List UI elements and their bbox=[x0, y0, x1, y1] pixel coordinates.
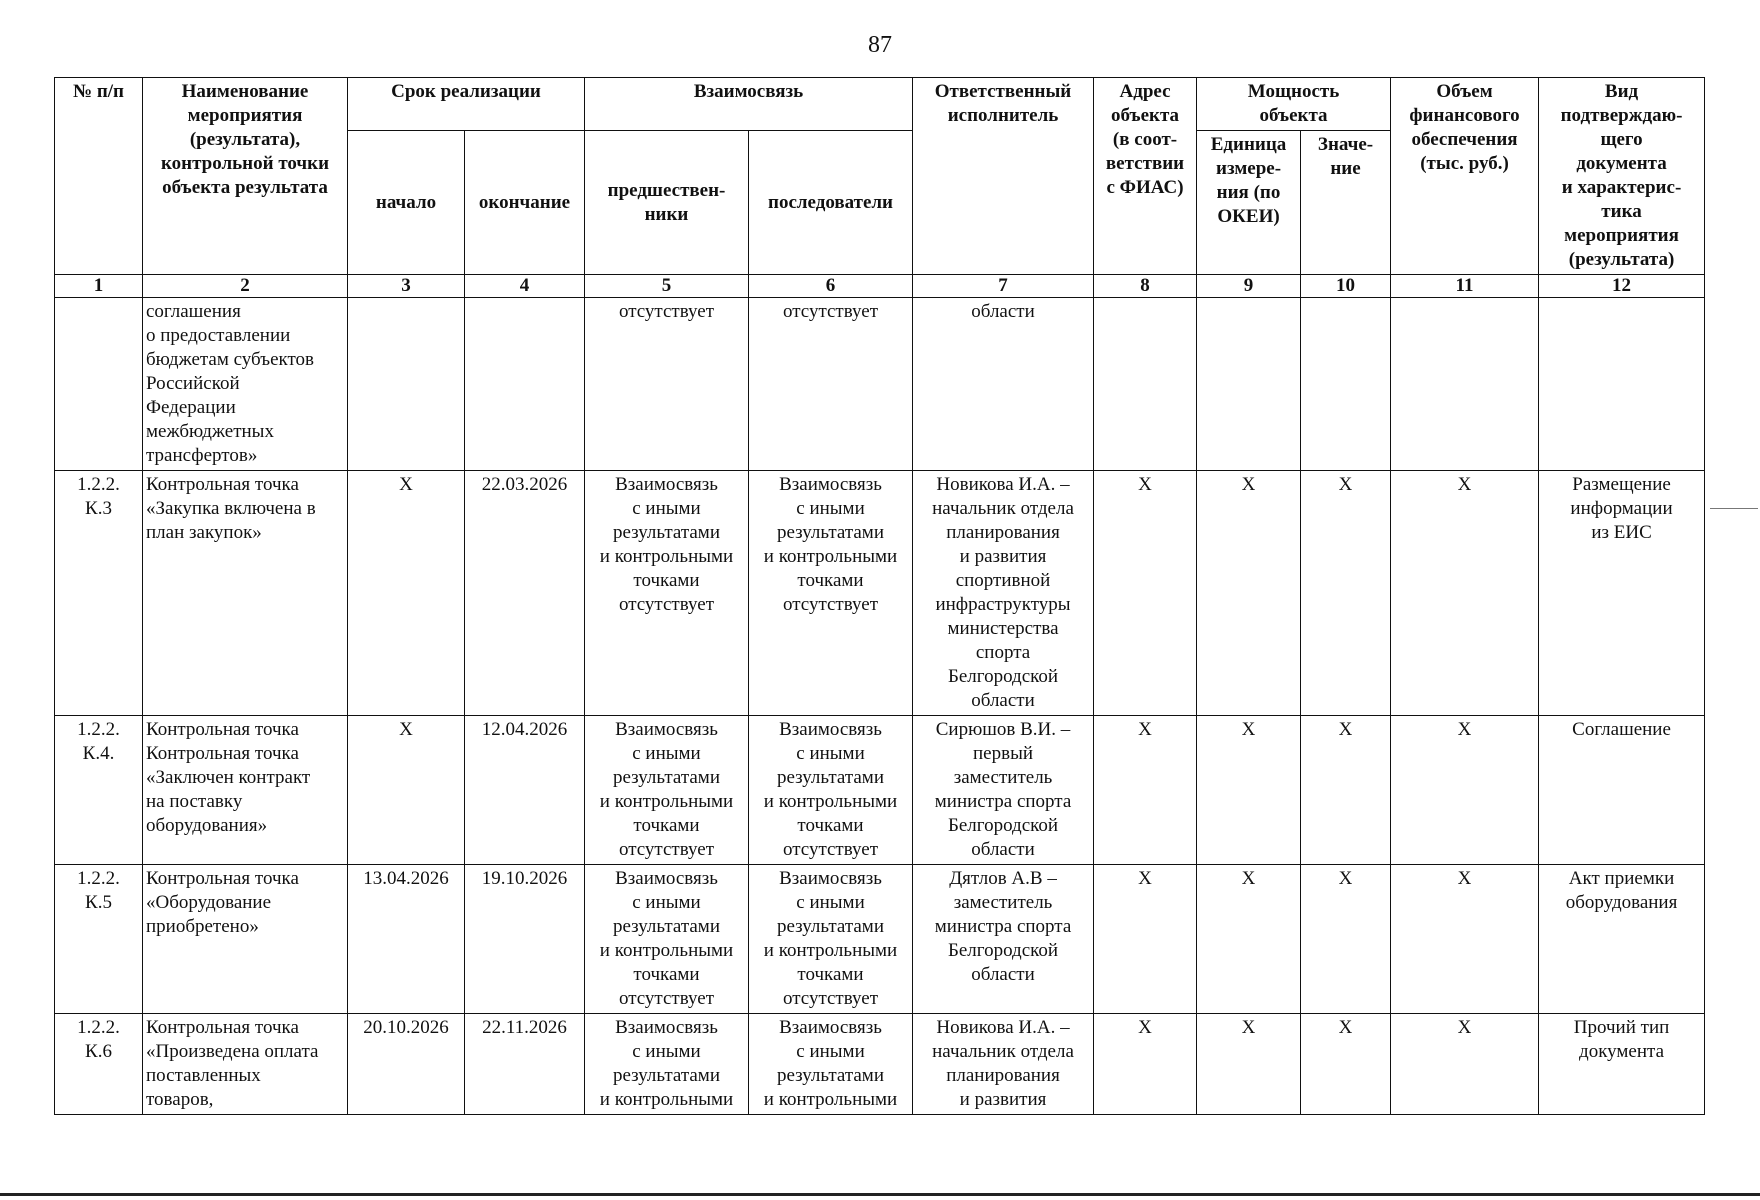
plan-table bbox=[54, 77, 1705, 1115]
cell-num: 1.2.2. К.3 bbox=[55, 471, 143, 716]
cell-finance: X bbox=[1391, 716, 1539, 865]
cell-doc: Размещение информации из ЕИС bbox=[1539, 471, 1705, 716]
cell-end: 19.10.2026 bbox=[465, 865, 585, 1014]
cell-end bbox=[465, 298, 585, 471]
cell-address: X bbox=[1094, 1014, 1197, 1115]
column-number: 1 bbox=[55, 275, 143, 298]
table-body bbox=[55, 298, 1705, 1115]
column-number: 7 bbox=[913, 275, 1094, 298]
cell-num: 1.2.2. К.6 bbox=[55, 1014, 143, 1115]
header-capacity: Мощность объекта bbox=[1197, 78, 1391, 131]
cell-finance: X bbox=[1391, 1014, 1539, 1115]
cell-start: X bbox=[348, 471, 465, 716]
column-number: 8 bbox=[1094, 275, 1197, 298]
cell-name: Контрольная точка «Произведена оплата поставленных товаров, bbox=[143, 1014, 348, 1115]
scan-mark bbox=[1710, 508, 1758, 509]
cell-num bbox=[55, 298, 143, 471]
cell-prev: Взаимосвязь с иными результатами и контрольными bbox=[585, 1014, 749, 1115]
column-numbers-row bbox=[55, 275, 1705, 298]
cell-address: X bbox=[1094, 716, 1197, 865]
cell-responsible: Новикова И.А. – начальник отдела планирования и развития bbox=[913, 1014, 1094, 1115]
header-term-end: окончание bbox=[465, 131, 585, 275]
scan-bottom-edge bbox=[0, 1193, 1760, 1196]
cell-doc: Акт приемки оборудования bbox=[1539, 865, 1705, 1014]
cell-doc: Соглашение bbox=[1539, 716, 1705, 865]
cell-value: X bbox=[1301, 471, 1391, 716]
cell-num: 1.2.2. К.5 bbox=[55, 865, 143, 1014]
cell-address bbox=[1094, 298, 1197, 471]
header-name: Наименование мероприятия (результата), контрольной точки объекта результата bbox=[143, 78, 348, 275]
cell-prev: отсутствует bbox=[585, 298, 749, 471]
table-row bbox=[55, 1014, 1705, 1115]
cell-unit: X bbox=[1197, 865, 1301, 1014]
cell-unit: X bbox=[1197, 1014, 1301, 1115]
column-number: 10 bbox=[1301, 275, 1391, 298]
cell-finance: X bbox=[1391, 471, 1539, 716]
header-responsible: Ответственный исполнитель bbox=[913, 78, 1094, 275]
cell-name: Контрольная точка Контрольная точка «Заключен контракт на поставку оборудования» bbox=[143, 716, 348, 865]
column-number: 11 bbox=[1391, 275, 1539, 298]
column-number: 9 bbox=[1197, 275, 1301, 298]
cell-next: Взаимосвязь с иными результатами и контрольными точками отсутствует bbox=[749, 471, 913, 716]
cell-doc bbox=[1539, 298, 1705, 471]
table-header bbox=[55, 78, 1705, 298]
cell-prev: Взаимосвязь с иными результатами и контрольными точками отсутствует bbox=[585, 471, 749, 716]
cell-start bbox=[348, 298, 465, 471]
cell-responsible: области bbox=[913, 298, 1094, 471]
table-row bbox=[55, 716, 1705, 865]
header-relation-prev: предшествен- ники bbox=[585, 131, 749, 275]
table-row bbox=[55, 471, 1705, 716]
cell-next: отсутствует bbox=[749, 298, 913, 471]
page-number: 87 bbox=[868, 32, 892, 58]
header-relation-next: последователи bbox=[749, 131, 913, 275]
column-number: 5 bbox=[585, 275, 749, 298]
cell-start: X bbox=[348, 716, 465, 865]
cell-name: соглашения о предоставлении бюджетам субъектов Российской Федерации межбюджетных трансфертов» bbox=[143, 298, 348, 471]
cell-end: 22.03.2026 bbox=[465, 471, 585, 716]
cell-value: X bbox=[1301, 1014, 1391, 1115]
column-number: 6 bbox=[749, 275, 913, 298]
column-number: 2 bbox=[143, 275, 348, 298]
cell-finance: X bbox=[1391, 865, 1539, 1014]
header-relation: Взаимосвязь bbox=[585, 78, 913, 131]
header-term: Срок реализации bbox=[348, 78, 585, 131]
header-term-start: начало bbox=[348, 131, 465, 275]
cell-responsible: Новикова И.А. – начальник отдела планирования и развития спортивной инфраструктуры министерства спорта Белгородской области bbox=[913, 471, 1094, 716]
cell-unit: X bbox=[1197, 471, 1301, 716]
cell-unit: X bbox=[1197, 716, 1301, 865]
cell-name: Контрольная точка «Закупка включена в план закупок» bbox=[143, 471, 348, 716]
cell-address: X bbox=[1094, 471, 1197, 716]
cell-next: Взаимосвязь с иными результатами и контрольными точками отсутствует bbox=[749, 716, 913, 865]
header-num: № п/п bbox=[55, 78, 143, 275]
header-finance: Объем финансового обеспечения (тыс. руб.) bbox=[1391, 78, 1539, 275]
cell-next: Взаимосвязь с иными результатами и контрольными точками отсутствует bbox=[749, 865, 913, 1014]
cell-name: Контрольная точка «Оборудование приобретено» bbox=[143, 865, 348, 1014]
cell-start: 20.10.2026 bbox=[348, 1014, 465, 1115]
column-number: 4 bbox=[465, 275, 585, 298]
cell-doc: Прочий тип документа bbox=[1539, 1014, 1705, 1115]
cell-responsible: Дятлов А.В – заместитель министра спорта Белгородской области bbox=[913, 865, 1094, 1014]
cell-end: 12.04.2026 bbox=[465, 716, 585, 865]
header-capacity-value: Значе- ние bbox=[1301, 131, 1391, 275]
column-number: 12 bbox=[1539, 275, 1705, 298]
cell-responsible: Сирюшов В.И. – первый заместитель министра спорта Белгородской области bbox=[913, 716, 1094, 865]
header-doc-type: Вид подтверждаю- щего документа и характерис- тика мероприятия (результата) bbox=[1539, 78, 1705, 275]
cell-value bbox=[1301, 298, 1391, 471]
cell-value: X bbox=[1301, 865, 1391, 1014]
cell-start: 13.04.2026 bbox=[348, 865, 465, 1014]
cell-num: 1.2.2. К.4. bbox=[55, 716, 143, 865]
cell-prev: Взаимосвязь с иными результатами и контрольными точками отсутствует bbox=[585, 865, 749, 1014]
cell-value: X bbox=[1301, 716, 1391, 865]
cell-prev: Взаимосвязь с иными результатами и контрольными точками отсутствует bbox=[585, 716, 749, 865]
cell-unit bbox=[1197, 298, 1301, 471]
column-number: 3 bbox=[348, 275, 465, 298]
header-address: Адрес объекта (в соот- ветствии с ФИАС) bbox=[1094, 78, 1197, 275]
table-row bbox=[55, 865, 1705, 1014]
cell-finance bbox=[1391, 298, 1539, 471]
cell-next: Взаимосвязь с иными результатами и контрольными bbox=[749, 1014, 913, 1115]
cell-end: 22.11.2026 bbox=[465, 1014, 585, 1115]
table-row bbox=[55, 298, 1705, 471]
cell-address: X bbox=[1094, 865, 1197, 1014]
header-capacity-unit: Единица измере- ния (по ОКЕИ) bbox=[1197, 131, 1301, 275]
